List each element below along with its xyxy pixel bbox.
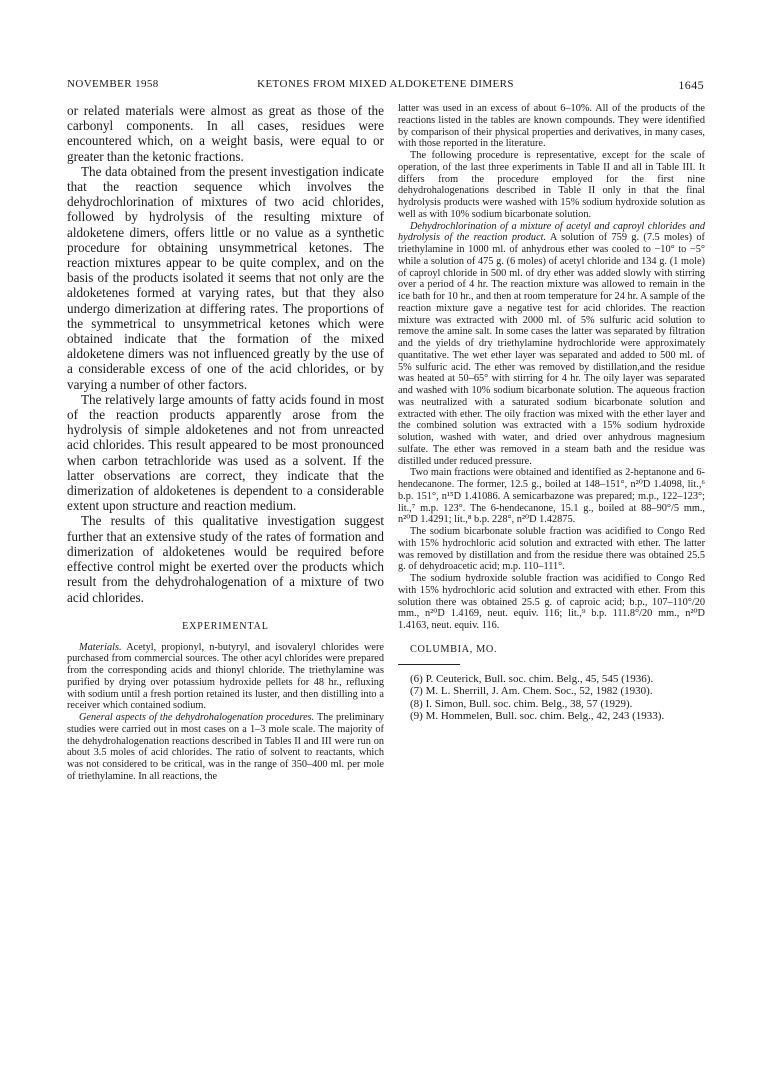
discussion-text bbox=[67, 103, 384, 605]
paragraph: The data obtained from the present investigation indicate that the reaction sequence which involves the dehydrochlorination of mixtures of two acid chlorides, followed by hydrolysis of the resulting mixture of aldoketene dimers, offers little or no value as a synthetic procedure for obtaining unsymmetrical ketones. The reaction mixtures appear to be quite complex, and on the basis of the products isolated it seems that not only are the aldoketenes formed at varying rates, but that they also undergo dimerization at differing rates. The proportions of the symmetrical to unsymmetrical ketones which were obtained indicate that the formation of the mixed aldoketene dimers was not influenced greatly by the use of a considerable excess of one of the acid chlorides, or by varying a number of other factors. bbox=[67, 163, 384, 392]
run-in-heading: General aspects of the dehydrohalogenation procedures. bbox=[79, 712, 315, 724]
reference-item: (7) M. L. Sherrill, J. Am. Chem. Soc., 52, 1982 (1930). bbox=[410, 685, 653, 698]
paragraph: or related materials were almost as great as those of the carbonyl components. In all cases, residues were encountered which, on a weight basis, were equal to or greater than the ketonic fractions. bbox=[67, 103, 384, 164]
reference-item: (9) M. Hommelen, Bull. soc. chim. Belg., 42, 243 (1933). bbox=[410, 709, 665, 722]
run-in-heading: Materials. bbox=[79, 641, 122, 653]
references-list bbox=[398, 673, 705, 723]
paragraph: Dehydrochlorination of a mixture of acetyl and caproyl chlorides and hydrolysis of the reaction product. A solution of 759 g. (7.5 moles) of triethylamine in 1000 ml. of anhydrous ether was cooled to −10° to −5° while a solution of 475 g. (6 moles) of acetyl chloride and 134 g. (1 mole) of caproyl chloride in 500 ml. of dry ether was added slowly with stirring over a period of 4 hr. The reaction mixture was allowed to remain in the ice bath for 10 hr., and then at room temperature for 24 hr. A sample of the reaction mixture gave a negative test for acid chlorides. The reaction mixture was extracted with 2000 ml. of 5% sulfuric acid solution to remove the amine salt. In some cases the latter was separated by filtration and the yields of dry triethylamine hydrochloride were approximately quantitative. The wet ether layer was separated and added to 500 ml. of 5% sulfuric acid. The ether was removed by distillation,and the residue was heated at 50–65° with stirring for 4 hr. The oily layer was separated and washed with 10% sodium bicarbonate solution. The aqueous fraction was neutralized with a saturated sodium bicarbonate solution and extracted with ether. The oily fraction was mixed with the ether layer and the combined solution was extracted with a 15% sodium hydroxide solution, washed with water, and dried over anhydrous magnesium sulfate. The ether was removed in a steam bath and the residue was distilled under reduced pressure. bbox=[398, 220, 705, 467]
author-location: COLUMBIA, MO. bbox=[410, 643, 498, 655]
paragraph: The following procedure is representative, except for the scale of operation, of the last three experiments in Table II and all in Table III. It differs from the procedure employed for the first nine dehydrohalogenations described in Table II only in that the final hydrolysis products were washed with 15% sodium hydroxide solution as well as with 10% sodium bicarbonate solution. bbox=[398, 150, 705, 220]
paragraph: Two main fractions were obtained and identified as 2-heptanone and 6-hendecanone. The former, 12.5 g., boiled at 148–151°, n²⁰D 1.4098, lit.,⁶ b.p. 151°, n¹⁵D 1.41086. A semicarbazone was prepared; m.p., 122–123°; lit.,⁷ m.p. 123°. The 6-hendecanone, 15.1 g., boiled at 88–90°/5 mm., n²⁰D 1.4291; lit.,⁸ b.p. 228°, n²⁰D 1.42875. bbox=[398, 467, 705, 526]
procedure-text bbox=[398, 103, 705, 632]
header-title: KETONES FROM MIXED ALDOKETENE DIMERS bbox=[257, 78, 514, 90]
reference-item: (6) P. Ceuterick, Bull. soc. chim. Belg., 45, 545 (1936). bbox=[410, 672, 654, 685]
right-column bbox=[398, 103, 705, 722]
paragraph: The sodium bicarbonate soluble fraction was acidified to Congo Red with 15% hydrochloric acid solution and extracted with ether. The latter was removed by distillation and from the residue there was obtained 25.5 g. of dehydroacetic acid; m.p. 110–111°. bbox=[398, 526, 705, 573]
page-number: 1645 bbox=[678, 78, 704, 92]
left-column bbox=[67, 103, 384, 783]
experimental-text bbox=[67, 642, 384, 783]
paragraph: The relatively large amounts of fatty acids found in most of the reaction products apparently arose from the hydrolysis of simple aldoketenes and not from unreacted acid chlorides. This result appeared to be most pronounced when carbon tetrachloride was used as a solvent. If the latter observations are correct, they indicate that the dimerization of aldoketenes is dependent to a considerable extent upon structure and reaction medium. bbox=[67, 391, 384, 514]
footnote-rule bbox=[398, 664, 460, 665]
paragraph: The results of this qualitative investigation suggest further that an extensive study of the rates of formation and dimerization of aldoketenes would be required before effective control might be exerted over the products which result from the dehydrohalogenation of a mixture of two acid chlorides. bbox=[67, 513, 384, 605]
paragraph: General aspects of the dehydrohalogenation procedures. The preliminary studies were carried out in most cases on a 1–3 mole scale. The majority of the dehydrohalogenation reactions described in Tables II and III were run on about 3.5 moles of acid chlorides. The ratio of solvent to reactants, which was not considered to be critical, was in the range of 350–400 ml. per mole of triethylamine. In all reactions, the bbox=[67, 712, 384, 782]
run-in-heading: Dehydrochlorination of a mixture of acetyl and caproyl chlorides and hydrolysis of the reaction product. bbox=[398, 220, 705, 244]
running-header bbox=[67, 78, 704, 94]
paragraph: latter was used in an excess of about 6–10%. All of the products of the reactions listed in the tables are known compounds. They were identified by comparison of their physical properties and derivatives, in many cases, with those reported in the literature. bbox=[398, 103, 705, 150]
header-date: NOVEMBER 1958 bbox=[67, 78, 159, 90]
reference-item: (8) I. Simon, Bull. soc. chim. Belg., 38, 57 (1929). bbox=[410, 697, 633, 710]
paragraph: Materials. Acetyl, propionyl, n-butyryl, and isovaleryl chlorides were purchased from commercial sources. The other acyl chlorides were prepared from the corresponding acids and thionyl chloride. The triethylamine was purified by drying over potassium hydroxide pellets for 48 hr., refluxing with sodium until a fresh portion retained its luster, and then distilling into a receiver which contained sodium. bbox=[67, 641, 384, 712]
paragraph: The sodium hydroxide soluble fraction was acidified to Congo Red with 15% hydrochloric acid solution and extracted with ether. From this solution there was obtained 25.5 g. of caproic acid; b.p., 107–110°/20 mm., n²⁰D 1.4169, neut. equiv. 116; lit.,⁹ b.p. 111.8°/20 mm., n²⁰D 1.4163, neut. equiv. 116. bbox=[398, 573, 705, 631]
section-heading: EXPERIMENTAL bbox=[182, 620, 269, 632]
